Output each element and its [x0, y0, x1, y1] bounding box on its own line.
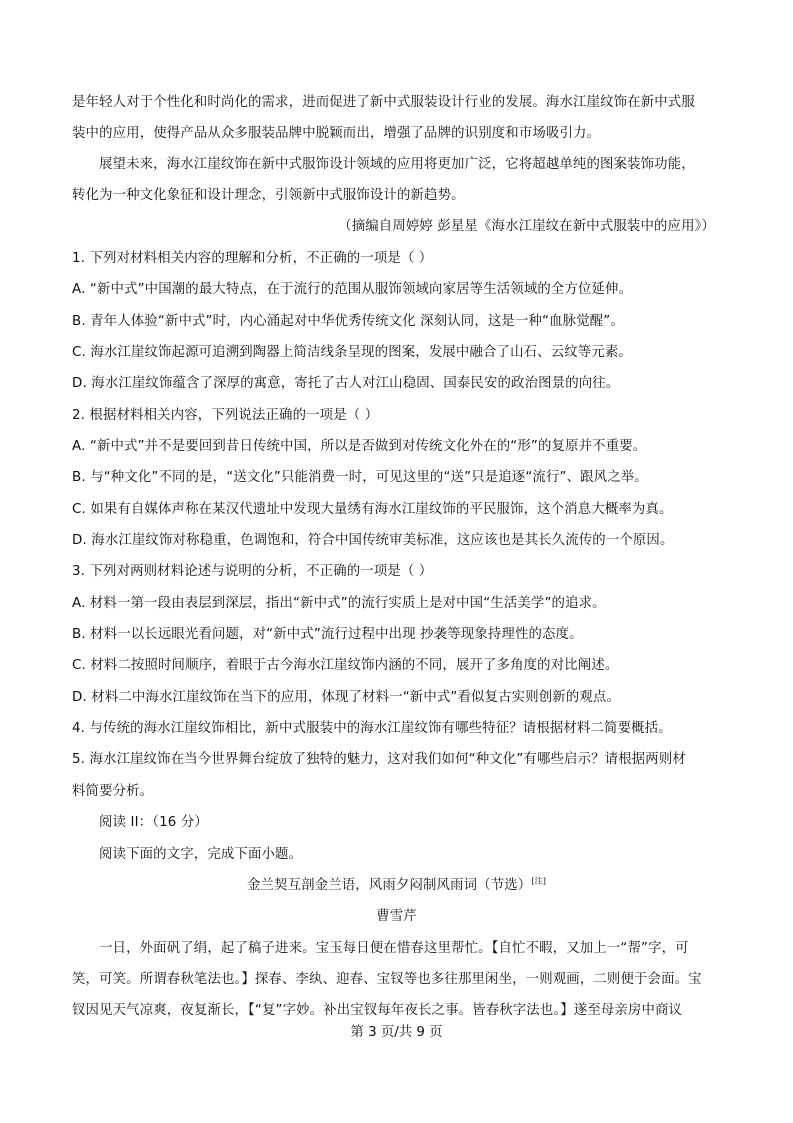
- question-2-option-d: D. 海水江崖纹饰对称稳重，色调饱和，符合中国传统审美标准，这应该也是其长久流传的一个原因。: [72, 533, 674, 548]
- reading2-title: [0, 877, 793, 895]
- question-2-option-b: B. 与“种文化”不同的是，“送文化”只能消费一时，可见这里的“送”只是追逐“流行”、跟风之举。: [72, 470, 648, 485]
- question-2-stem: 2. 根据材料相关内容，下列说法正确的一项是（ ）: [72, 408, 379, 423]
- reading2-instruction: 阅读下面的文字，完成下面小题。: [99, 847, 303, 862]
- passage-para2-line1: 展望未来，海水江崖纹饰在新中式服饰设计领域的应用将更加广泛，它将超越单纯的图案装饰功能，: [99, 157, 695, 172]
- question-1-option-a: A. “新中式”中国潮的最大特点，在于流行的范围从服饰领域向家居等生活领域的全方位延伸。: [72, 282, 633, 297]
- reading2-heading: 阅读 II：（16 分）: [99, 815, 208, 830]
- question-1-option-c: C. 海水江崖纹饰起源可追溯到陶器上简洁线条呈现的图案，发展中融合了山石、云纹等元素。: [72, 345, 632, 360]
- question-2-option-c: C. 如果有自媒体声称在某汉代遗址中发现大量绣有海水江崖纹饰的平民服饰，这个消息大概率为真。: [72, 502, 673, 517]
- page-number-footer: 第 3 页/共 9 页: [350, 1025, 443, 1040]
- question-4-stem: 4. 与传统的海水江崖纹饰相比，新中式服装中的海水江崖纹饰有哪些特征？请根据材料二简要概括。: [72, 721, 672, 736]
- question-3-option-c: C. 材料二按照时间顺序，着眼于古今海水江崖纹饰内涵的不同，展开了多角度的对比阐述。: [72, 658, 619, 673]
- question-3-option-d: D. 材料二中海水江崖纹饰在当下的应用，体现了材料一“新中式”看似复古实则创新的观点。: [72, 690, 620, 705]
- question-5-stem-line1: 5. 海水江崖纹饰在当今世界舞台绽放了独特的魅力，这对我们如何“种文化”有哪些启示？请根据两则材: [72, 752, 686, 767]
- question-1-option-b: B. 青年人体验“新中式”时，内心涌起对中华优秀传统文化 深刻认同，这是一种“血脉觉醒”。: [72, 314, 624, 329]
- passage-para1-line2: 装中的应用，使得产品从众多服装品牌中脱颖而出，增强了品牌的识别度和市场吸引力。: [72, 126, 601, 141]
- passage-para1-line1: 是年轻人对于个性化和时尚化的需求，进而促进了新中式服装设计行业的发展。海水江崖纹饰在新中式服: [72, 95, 695, 110]
- reading2-title-text: 金兰契互剖金兰语，风雨夕闷制风雨词（节选）: [246, 878, 532, 893]
- reading2-note-mark: [注]: [531, 876, 547, 886]
- question-2-option-a: A. “新中式”并不是要回到昔日传统中国，所以是否做到对传统文化外在的“形”的复原并不重要。: [72, 439, 647, 454]
- question-5-stem-line2: 料简要分析。: [72, 784, 154, 799]
- question-3-option-b: B. 材料一以长远眼光看问题，对“新中式”流行过程中出现 抄袭等现象持理性的态度。: [72, 627, 583, 642]
- reading2-author: 曹雪芹: [376, 909, 417, 924]
- passage-source: （摘编自周婷婷 彭星星《海水江崖纹在新中式服装中的应用》）: [338, 219, 715, 234]
- passage-para2-line2: 转化为一种文化象征和设计理念，引领新中式服饰设计的新趋势。: [72, 188, 465, 203]
- question-3-stem: 3. 下列对两则材料论述与说明的分析，不正确的一项是（ ）: [72, 564, 433, 579]
- question-3-option-a: A. 材料一第一段由表层到深层，指出“新中式”的流行实质上是对中国“生活美学”的追求。: [72, 596, 606, 611]
- question-1-stem: 1. 下列对材料相关内容的理解和分析，不正确的一项是（ ）: [72, 251, 433, 266]
- reading2-text-line1: 一日，外面矾了绢，起了稿子进来。宝玉每日便在惜春这里帮忙。【自忙不暇，又加上一“帮”字，可: [99, 941, 689, 956]
- question-1-option-d: D. 海水江崖纹饰蕴含了深厚的寓意，寄托了古人对江山稳固、国泰民安的政治图景的向往。: [72, 376, 620, 391]
- reading2-text-line2: 笑，可笑。所谓春秋笔法也。】探春、李纨、迎春、宝钗等也多往那里闲坐，一则观画，二则便于会面。宝: [72, 972, 702, 987]
- reading2-text-line3: 钗因见天气凉爽，夜复渐长，【“复”字妙。补出宝钗每年夜长之事。皆春秋字法也。】遂至母亲房中商议: [72, 1003, 683, 1018]
